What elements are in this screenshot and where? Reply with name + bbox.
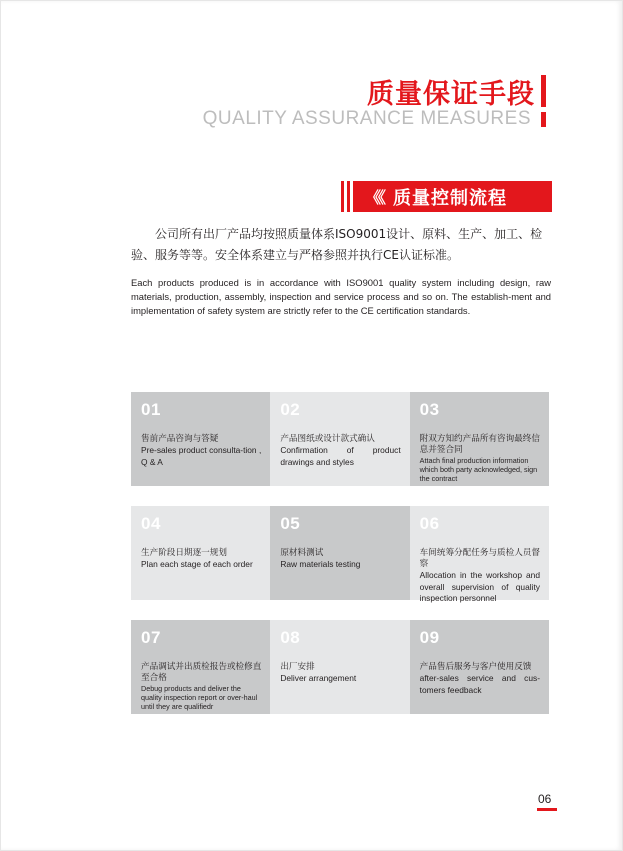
page-subtitle: QUALITY ASSURANCE MEASURES (202, 108, 531, 129)
step-title-cn: 产品售后服务与客户使用反馈 (419, 662, 532, 672)
process-step (270, 506, 409, 600)
step-title-en: Debug products and deliver the quality inspection report or over-haul until they are qualifiedr (141, 684, 258, 711)
process-row (131, 506, 549, 603)
step-title-cn: 生产阶段日期逐一规划 (141, 548, 227, 558)
double-chevron-left-icon: 《《 (365, 188, 384, 207)
step-number: 09 (419, 628, 440, 647)
title-accent-gap (539, 107, 548, 112)
process-step (131, 506, 270, 600)
step-title-cn: 产品图纸或设计款式确认 (280, 434, 375, 444)
step-number: 04 (141, 514, 161, 533)
step-title-en: Plan each stage of each order (141, 559, 253, 569)
intro-text-en: Each products produced is in accordance with ISO9001 quality system including design, raw materials, production, assembly, inspection and service process and so on. The establish-ment and implementation of safety system are strictly refer to the CE certification standards. (131, 277, 551, 316)
step-title-cn: 出厂安排 (280, 662, 315, 672)
process-step (410, 392, 549, 486)
process-step (131, 392, 270, 486)
page-number: 06 (538, 792, 552, 806)
step-title-en: Confirmation of product drawings and styles (280, 445, 401, 467)
process-row (131, 620, 549, 714)
section-stripe (347, 181, 350, 212)
step-number: 05 (280, 514, 301, 533)
step-title-cn: 售前产品咨询与答疑 (141, 434, 219, 444)
step-title-cn: 车间统筹分配任务与质检人员督察 (419, 548, 540, 569)
step-title-en: Raw materials testing (280, 559, 361, 569)
step-title-cn: 产品调试并出质检报告或检修直至合格 (141, 662, 262, 683)
process-grid (131, 392, 549, 734)
step-number: 07 (141, 628, 161, 647)
step-title-cn: 附双方知约产品所有咨询最终信息并签合同 (419, 434, 540, 455)
process-row (131, 392, 549, 486)
step-number: 01 (141, 400, 161, 419)
step-title-en: Attach final production information which both party acknowledged, sign the contract (419, 456, 538, 483)
step-title-en: Allocation in the workshop and overall supervision of quality inspection personnel (419, 570, 540, 603)
title-accent-bar (541, 75, 546, 127)
section-title: 质量控制流程 (393, 187, 508, 209)
intro-text-cn: 公司所有出厂产品均按照质量体系ISO9001设计、原料、生产、加工、检验、服务等等。安全体系建立与严格参照并执行CE认证标准。 (131, 227, 543, 262)
step-title-en: Deliver arrangement (280, 673, 357, 683)
process-step (410, 506, 549, 603)
process-step (270, 620, 409, 714)
step-number: 08 (280, 628, 301, 647)
step-title-cn: 原材料测试 (280, 548, 324, 558)
step-number: 02 (280, 400, 301, 419)
section-header (341, 181, 552, 212)
process-step (270, 392, 409, 486)
process-step (131, 620, 270, 714)
step-number: 06 (419, 514, 440, 533)
page-number-underline (537, 808, 557, 811)
section-stripe (341, 181, 344, 212)
page-title: 质量保证手段 (367, 79, 535, 110)
step-title-en: Pre-sales product consulta-tion , Q & A (141, 445, 262, 467)
section-label-box (353, 181, 552, 212)
step-title-en: after-sales service and cus-tomers feedback (419, 673, 540, 695)
step-number: 03 (419, 400, 440, 419)
process-step (410, 620, 549, 714)
